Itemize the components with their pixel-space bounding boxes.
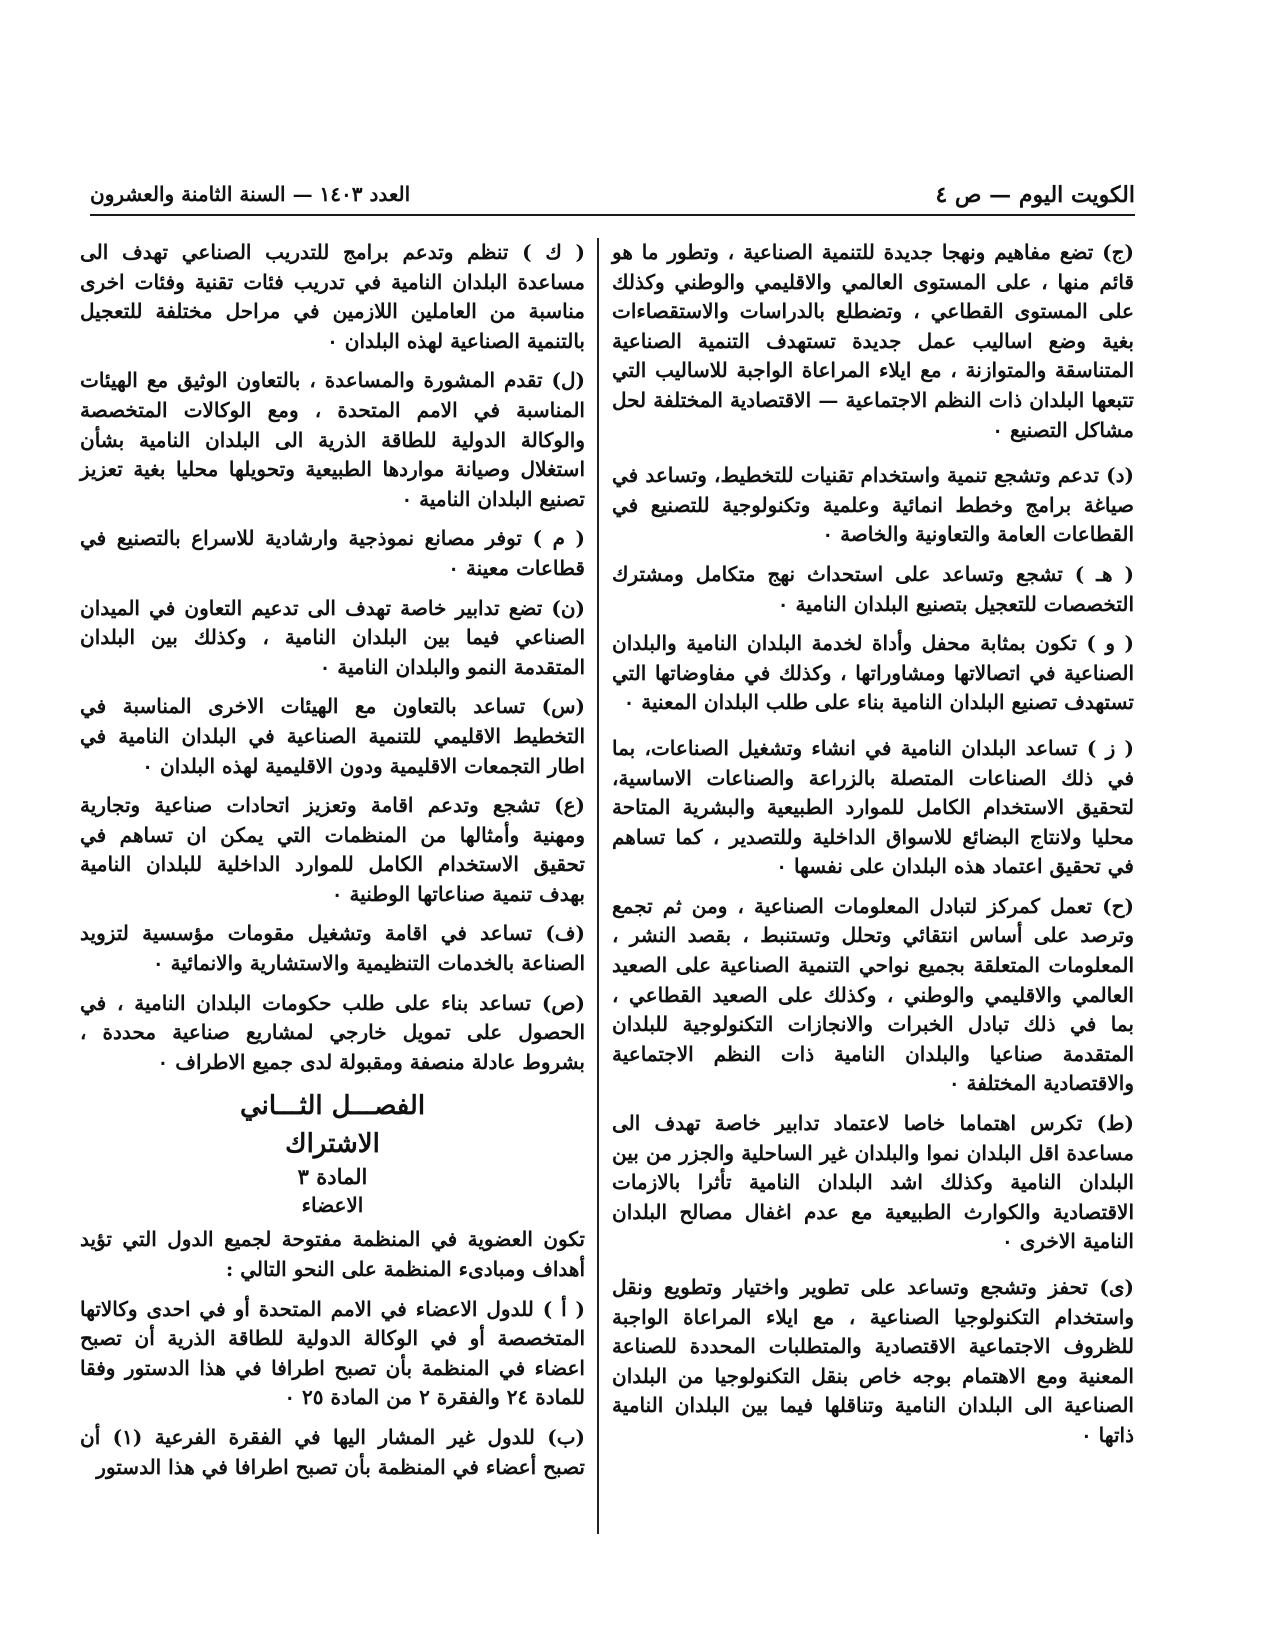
column-divider xyxy=(597,238,599,1534)
membership-clause-a: ( أ ) للدول الاعضاء في الامم المتحدة أو في احدى وكالاتها المتخصصة أو في الوكالة الدولية للطاقة الذرية أن تصبح اعضاء في المنظمة بأن تصبح اطرافا في هذا الدستور وفقا للمادة ٢٤ والفقرة ٢ من المادة ٢٥ ٠ xyxy=(80,1296,585,1410)
paragraph-ha2: (ح) تعمل كمركز لتبادل المعلومات الصناعية ، ومن ثم تجمع وترصد على أساس انتقائي وتحلل وتستنبط ، بقصد النشر ، المعلومات المتعلقة بجميع نواحي التنمية الصناعية على الصعيد العالمي والاقليمي والوطني ، وكذلك على الصعيد القطاعي ، بما في ذلك تبادل الخبرات والانجازات التكنولوجية للبلدان المتقدمة صناعيا والبلدان النامية ذات النظم الاجتماعية والاقتصادية المختلفة ٠ xyxy=(612,893,1135,1096)
paragraph-sin: (س) تساعد بالتعاون مع الهيئات الاخرى المناسبة في التخطيط الاقليمي للتنمية الصناعية في البلدان النامية في اطار التجمعات الاقليمية ودون الاقليمية لهذه البلدان ٠ xyxy=(80,694,585,778)
chapter-subtitle: الاشتراك xyxy=(285,1129,380,1160)
paragraph-fa: (ف) تساعد في اقامة وتشغيل مقومات مؤسسية لتزويد الصناعة بالخدمات التنظيمية والاستشارية والانمائية ٠ xyxy=(80,921,585,976)
paragraph-mim: ( م ) توفر مصانع نموذجية وارشادية للاسراع بالتصنيع في قطاعات معينة ٠ xyxy=(80,526,585,580)
article-title: الاعضاء xyxy=(301,1193,364,1218)
paragraph-ayn: (ع) تشجع وتدعم اقامة وتعزيز اتحادات صناعية وتجارية ومهنية وأمثالها من المنظمات التي يمكن ان تساهم في تحقيق الاستخدام الكامل للموارد الداخلية للبلدان النامية بهدف تنمية صناعاتها الوطنية ٠ xyxy=(80,793,585,906)
page-header xyxy=(90,178,1135,216)
paragraph-ya: (ى) تحفز وتشجع وتساعد على تطوير واختيار وتطويع ونقل واستخدام التكنولوجيا الصناعية ، مع ايلاء المراعاة الواجبة للظروف الاجتماعية الاقتصادية والمتطلبات المحددة للصناعة المعنية ومع الاهتمام بوجه خاص بنقل التكنولوجيا من البلدان الصناعية الى البلدان النامية وتناقلها فيما بين البلدان النامية ذاتها ٠ xyxy=(612,1275,1134,1447)
paragraph-nun: (ن) تضع تدابير خاصة تهدف الى تدعيم التعاون في الميدان الصناعي فيما بين البلدان النامية ، وكذلك بين البلدان المتقدمة النمو والبلدان النامية ٠ xyxy=(80,595,585,679)
membership-intro: تكون العضوية في المنظمة مفتوحة لجميع الدول التي تؤيد أهداف ومبادىء المنظمة على النحو التالي : xyxy=(80,1227,585,1282)
paragraph-dal: (د) تدعم وتشجع تنمية واستخدام تقنيات للتخطيط، وتساعد في صياغة برامج وخطط انمائية وعلمية وتكنولوجية للتصنيع في القطاعات العامة والتعاونية والخاصة ٠ xyxy=(612,463,1134,547)
paragraph-ta: (ط) تكرس اهتماما خاصا لاعتماد تدابير خاصة تهدف الى مساعدة اقل البلدان نموا والبلدان غير الساحلية والجزر من بين البلدان النامية وكذلك اشد البلدان النامية تأثرا بالازمات الاقتصادية والكوارث الطبيعية مع عدم اغفال مصالح البلدان النامية الاخرى ٠ xyxy=(612,1111,1134,1254)
header-issue-year: العدد ١٤٠٣ — السنة الثامنة والعشرون xyxy=(90,182,411,206)
paragraph-zay: ( ز ) تساعد البلدان النامية في انشاء وتشغيل الصناعات، بما في ذلك الصناعات المتصلة بالزراعة والصناعات الاساسية، لتحقيق الاستخدام الكامل للموارد الطبيعية والبشرية المتاحة محليا ولانتاج البضائع للاسواق الداخلية وللتصدير ، كما تساهم في تحقيق اعتماد هذه البلدان على نفسها ٠ xyxy=(612,735,1134,879)
header-journal-page: الكويت اليوم — ص ٤ xyxy=(935,182,1135,208)
right-column xyxy=(612,238,1134,1538)
paragraph-waw: ( و ) تكون بمثابة محفل وأداة لخدمة البلدان النامية والبلدان الصناعية في اتصالاتها ومشاوراتها ، وكذلك في مفاوضاتها التي تستهدف تصنيع البلدان النامية بناء على طلب البلدان المعنية ٠ xyxy=(612,631,1134,715)
membership-clause-b: (ب) للدول غير المشار اليها في الفقرة الفرعية (١) أن تصبح أعضاء في المنظمة بأن تصبح اطرافا في هذا الدستور xyxy=(80,1425,585,1479)
article-number: المادة ٣ xyxy=(297,1164,368,1190)
paragraph-lam: (ل) تقدم المشورة والمساعدة ، بالتعاون الوثيق مع الهيئات المناسبة في الامم المتحدة ، ومع الوكالات المتخصصة والوكالة الدولية للطاقة الذرية الى البلدان النامية بشأن استغلال وصيانة مواردها الطبيعية وتحويلها محليا بغية تعزيز تصنيع البلدان النامية ٠ xyxy=(80,368,586,511)
left-column xyxy=(80,238,585,1538)
paragraph-kaf: ( ك ) تنظم وتدعم برامج للتدريب الصناعي تهدف الى مساعدة البلدان النامية في تدريب فئات تقنية وفئات اخرى مناسبة من العاملين اللازمين في مراحل مختلفة للتعجيل بالتنمية الصناعية لهذه البلدان ٠ xyxy=(80,240,585,353)
paragraph-sad: (ص) تساعد بناء على طلب حكومات البلدان النامية ، في الحصول على تمويل خارجي لمشاريع صناعية محددة ، بشروط عادلة منصفة ومقبولة لدى جميع الاطراف ٠ xyxy=(80,990,585,1074)
paragraph-ha: ( هـ ) تشجع وتساعد على استحداث نهج متكامل ومشترك التخصصات للتعجيل بتصنيع البلدان النامية ٠ xyxy=(612,561,1134,616)
paragraph-jim: (ج) تضع مفاهيم ونهجا جديدة للتنمية الصناعية ، وتطور ما هو قائم منها ، على المستوى العالمي والاقليمي والوطني وكذلك على المستوى القطاعي ، وتضطلع بالدراسات والاستقصاءات بغية وضع اساليب عمل جديدة تستهدف التنمية الصناعية المتناسقة والمتوازنة ، مع ايلاء المراعاة الواجبة للاساليب التي تتبعها البلدان ذات النظم الاجتماعية — الاقتصادية المختلفة لحل مشاكل التصنيع ٠ xyxy=(612,240,1134,442)
chapter-title: الفصـــل الثـــاني xyxy=(239,1091,426,1122)
